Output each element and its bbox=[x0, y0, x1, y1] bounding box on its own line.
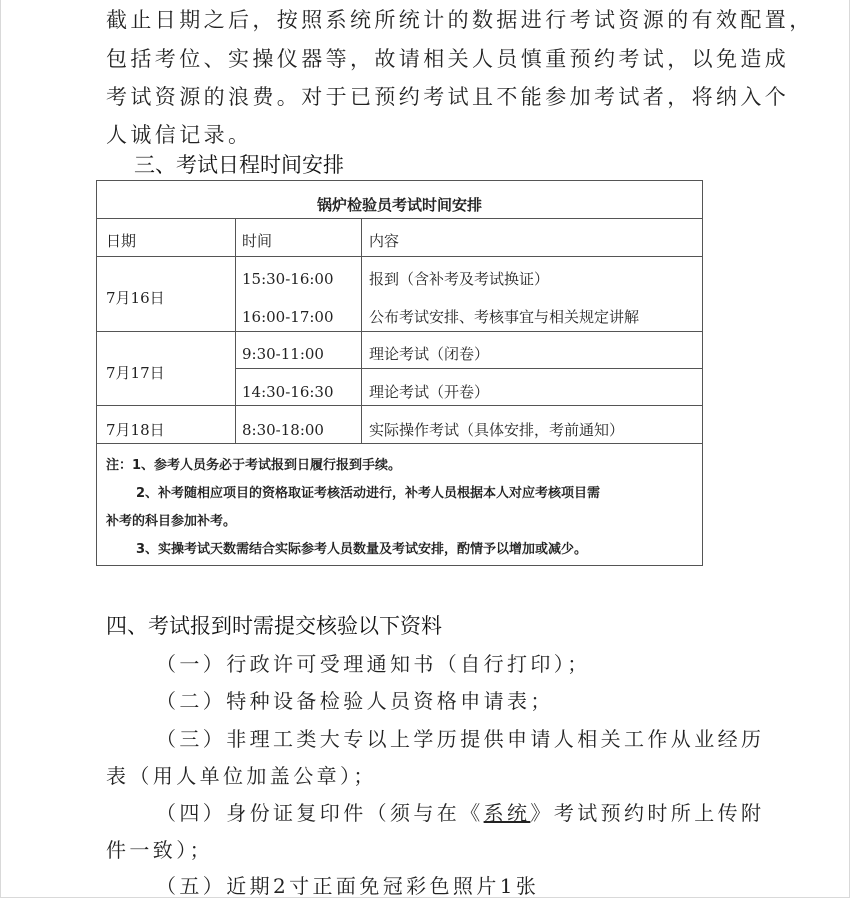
material-item-4 bbox=[156, 800, 764, 826]
intro-line-1: 截止日期之后，按照系统所统计的数据进行考试资源的有效配置， bbox=[106, 8, 814, 32]
system-link[interactable]: 系统 bbox=[483, 801, 531, 825]
row-time: 8:30-18:00 bbox=[242, 421, 324, 439]
row-date: 7月17日 bbox=[106, 364, 165, 382]
row-time: 15:30-16:00 bbox=[242, 270, 334, 288]
table-rule bbox=[97, 405, 702, 406]
table-note: 3、实操考试天数需结合实际参考人员数量及考试安排，酌情予以增加或减少。 bbox=[136, 542, 588, 557]
intro-line-3: 考试资源的浪费。对于已预约考试且不能参加考试者，将纳入个 bbox=[106, 85, 790, 109]
section4-heading: 四、考试报到时需提交核验以下资料 bbox=[106, 614, 442, 638]
intro-line-4: 人诚信记录。 bbox=[106, 123, 253, 147]
table-rule bbox=[97, 256, 702, 257]
row-date: 7月18日 bbox=[106, 421, 165, 439]
table-rule bbox=[97, 331, 702, 332]
row-content: 报到（含补考及考试换证） bbox=[369, 270, 550, 288]
table-note: 2、补考随相应项目的资格取证考核活动进行，补考人员根据本人对应考核项目需 bbox=[136, 486, 601, 501]
table-note: 注：1、参考人员务必于考试报到日履行报到手续。 bbox=[106, 458, 402, 473]
row-content: 理论考试（开卷） bbox=[369, 383, 490, 401]
material-item-3-cont: 表（用人单位加盖公章）； bbox=[106, 764, 377, 788]
table-rule bbox=[97, 218, 702, 219]
header-date: 日期 bbox=[106, 232, 137, 250]
table-rule bbox=[361, 218, 362, 443]
intro-line-2: 包括考位、实操仪器等，故请相关人员慎重预约考试，以免造成 bbox=[106, 47, 790, 71]
material-item-2: （二）特种设备检验人员资格申请表； bbox=[156, 689, 554, 713]
row-time: 14:30-16:30 bbox=[242, 383, 334, 401]
material-item-4-cont: 件一致）； bbox=[106, 838, 213, 862]
table-rule bbox=[235, 218, 236, 443]
row-content: 实际操作考试（具体安排，考前通知） bbox=[369, 421, 625, 439]
section3-heading: 三、考试日程时间安排 bbox=[134, 153, 344, 177]
row-content: 公布考试安排、考核事宜与相关规定讲解 bbox=[369, 308, 640, 326]
material-item-4-prefix: （四）身份证复印件（须与在《 bbox=[156, 801, 484, 825]
table-rule bbox=[235, 368, 702, 369]
schedule-table bbox=[96, 180, 703, 566]
material-item-5: （五）近期2寸正面免冠彩色照片1张 bbox=[156, 874, 540, 898]
row-time: 9:30-11:00 bbox=[242, 345, 324, 363]
row-date: 7月16日 bbox=[106, 289, 165, 307]
header-content: 内容 bbox=[369, 232, 400, 250]
material-item-4-suffix: 》考试预约时所上传附 bbox=[530, 801, 765, 825]
header-time: 时间 bbox=[242, 232, 273, 250]
material-item-1: （一）行政许可受理通知书（自行打印）； bbox=[156, 652, 591, 676]
table-note: 补考的科目参加补考。 bbox=[106, 514, 237, 529]
row-time: 16:00-17:00 bbox=[242, 308, 334, 326]
table-caption: 锅炉检验员考试时间安排 bbox=[316, 196, 482, 214]
row-content: 理论考试（闭卷） bbox=[369, 345, 490, 363]
table-rule bbox=[97, 443, 702, 444]
material-item-3: （三）非理工类大专以上学历提供申请人相关工作从业经历 bbox=[156, 727, 765, 751]
